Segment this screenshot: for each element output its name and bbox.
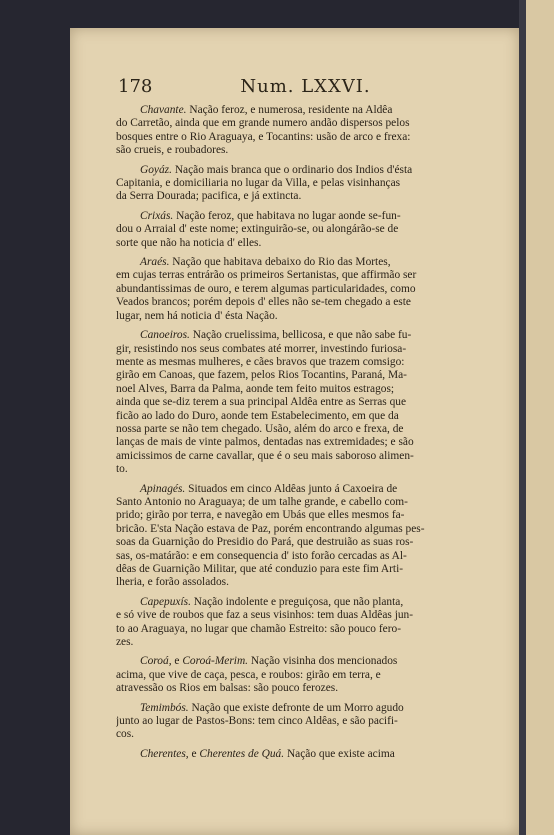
line-text: to. [116,463,128,476]
text-line [116,715,498,728]
text-line [116,563,498,576]
line-text: Nação que habitava debaixo do Rio das Mortes, [172,256,391,269]
line-text: Nação que existe defronte de um Morro agudo [191,701,404,714]
line-text: nossa parte se não tem chegado. Usão, além do arco e frexa, de [116,422,404,435]
text-line [116,496,498,509]
text-line [116,423,498,436]
line-text: do Carretão, ainda que em grande numero andão dispersos pelos [116,117,410,130]
text-line [116,623,498,636]
tribe-name: Temimbós. [140,701,189,714]
line-text: em cujas terras entrárão os primeiros Sertanistas, que affirmão ser [116,269,417,282]
text-line [116,450,498,463]
line-text: Nação feroz, e numerosa, residente na Aldêa [189,104,393,116]
tribe-name-variant: Cherentes de Quá. [199,747,285,760]
page-header [118,76,493,98]
line-text: Situados em cinco Aldêas junto á Caxoeira de [188,482,398,495]
text-line [116,655,498,668]
line-text: bosques entre o Rio Araguaya, e Tocantins: usão de arco e frexa: [116,130,411,143]
tribe-entry [116,596,498,650]
text-line [116,144,498,157]
text-line [116,702,498,715]
tribe-entry [116,104,498,158]
text-line [116,269,498,282]
text-line [116,343,498,356]
line-text: dou o Arraial d' este nome; extinguirão-se, ou alongárão-se de [116,223,399,236]
text-line [116,256,498,269]
line-text: abundantissimas de ouro, e terem algumas particularidades, como [116,282,416,295]
line-text: bricão. E'sta Nação estava de Paz, porém encontrando algumas pes- [116,522,425,535]
line-text: gir, resistindo nos seus combates até morrer, investindo furiosa- [116,342,407,355]
text-line [116,131,498,144]
text-line [116,164,498,177]
tribe-name: Chavante. [140,104,187,116]
tribe-name-variant: Coroá-Merim. [182,655,249,668]
page-number: 178 [118,76,153,97]
line-text: to ao Araguaya, no lugar que chamão Estreito: são pouco fero- [116,622,401,635]
text-line [116,117,498,130]
line-text: junto ao lugar de Pastos-Bons: tem cinco Aldêas, e são pacifi- [116,715,398,728]
line-text: girão em Canoas, que fazem, pelos Rios Tocantins, Paraná, Ma- [116,369,407,382]
tribe-entry [116,702,498,742]
line-text: Santo Antonio no Araguaya; de um talhe grande, e cabello com- [116,495,408,508]
line-text: lugar, nem há noticia d' ésta Nação. [116,309,278,322]
tribe-entry [116,210,498,250]
line-text: Nação cruelissima, bellicosa, e que não sabe fu- [192,329,412,342]
running-title: Num. LXXVI. [240,76,371,97]
text-line [116,748,498,761]
tribe-name: Coroá, [140,655,172,668]
line-text: lanças de mais de vinte palmos, dentadas nas extremidades; e são [116,436,414,449]
tribe-entry [116,329,498,476]
text-line [116,177,498,190]
facing-page-edge [526,0,554,835]
line-text: Nação feroz, que habitava no lugar aonde se-fun- [176,209,401,222]
line-text: zes. [116,636,134,649]
line-text: amicissimos de carne cavallar, que é o seu mais saboroso alimen- [116,449,414,462]
line-text: da Serra Dourada; pacifica, e já extincta. [116,190,302,203]
name-connector: e [191,747,197,760]
tribe-name: Apinagés. [140,482,186,495]
line-text: Capitania, e domiciliaria no lugar da Villa, e pelas visinhanças [116,177,401,190]
line-text: Nação visinha dos mencionados [250,655,398,668]
line-text: cos. [116,728,135,741]
line-text: sorte que não ha noticia d' elles. [116,236,262,249]
text-line [116,728,498,741]
line-text: são crueis, e roubadores. [116,144,229,157]
line-text: Veados brancos; porém depois d' elles não se-tem chegado a este [116,296,411,309]
tribe-entry [116,483,498,590]
text-line [116,396,498,409]
line-text: atravessão os Rios em balsas: são pouco ferozes. [116,682,339,695]
text-line [116,383,498,396]
line-text: lheria, e forão assolados. [116,576,229,589]
tribe-name: Cherentes, [140,747,189,760]
text-line [116,596,498,609]
line-text: ficão ao lado do Duro, aonde tem Estabelecimento, em que da [116,409,399,422]
text-line [116,190,498,203]
line-text: noel Alves, Barra da Palma, aonde tem feito muitos estragos; [116,382,395,395]
text-line [116,237,498,250]
line-text: Nação que existe acima [286,747,395,760]
book-page [70,28,519,835]
text-line [116,436,498,449]
text-line [116,296,498,309]
text-line [116,223,498,236]
line-text: Nação indolente e preguiçosa, que não planta, [193,595,404,608]
body-text [116,104,498,761]
line-text: sas, os-matárão: e em consequencia d' isto forão cercadas as Al- [116,549,407,562]
line-text: prido; girão por terra, e navegão em Ubás que elles mesmos fa- [116,509,405,522]
text-line [116,609,498,622]
tribe-name: Capepuxís. [140,595,191,608]
line-text: dêas de Guarnição Militar, que até conduzio para este fim Arti- [116,563,404,575]
text-line [116,483,498,496]
text-line [116,523,498,536]
tribe-entry [116,164,498,204]
tribe-entry [116,748,498,761]
text-line [116,356,498,369]
text-line [116,310,498,323]
tribe-name: Canoeiros. [140,329,190,342]
text-line [116,410,498,423]
text-line [116,536,498,549]
text-line [116,550,498,563]
line-text: mente as mesmas mulheres, e cães bravos que trazem comsigo: [116,355,405,368]
text-line [116,636,498,649]
line-text: ainda que se-diz terem a sua principal Aldêa entre as Serras que [116,396,407,409]
line-text: soas da Guarnição do Presidio do Pará, que destruião as suas ros- [116,536,414,549]
tribe-entry [116,655,498,695]
line-text: Nação mais branca que o ordinario dos Indios d'ésta [174,163,413,176]
tribe-entry [116,256,498,323]
text-line [116,682,498,695]
text-line [116,329,498,342]
text-line [116,283,498,296]
text-line [116,669,498,682]
text-line [116,210,498,223]
text-line [116,463,498,476]
text-line [116,509,498,522]
text-line [116,576,498,589]
name-connector: e [174,655,180,668]
text-line [116,369,498,382]
tribe-name: Crixás. [140,209,174,222]
text-line [116,104,498,117]
line-text: acima, que vive de caça, pesca, e roubos: girão em terra, e [116,668,381,681]
line-text: e só vive de roubos que faz a seus visinhos: tem duas Aldêas jun- [116,609,414,622]
tribe-name: Goyáz. [140,163,172,176]
tribe-name: Araés. [140,256,170,269]
